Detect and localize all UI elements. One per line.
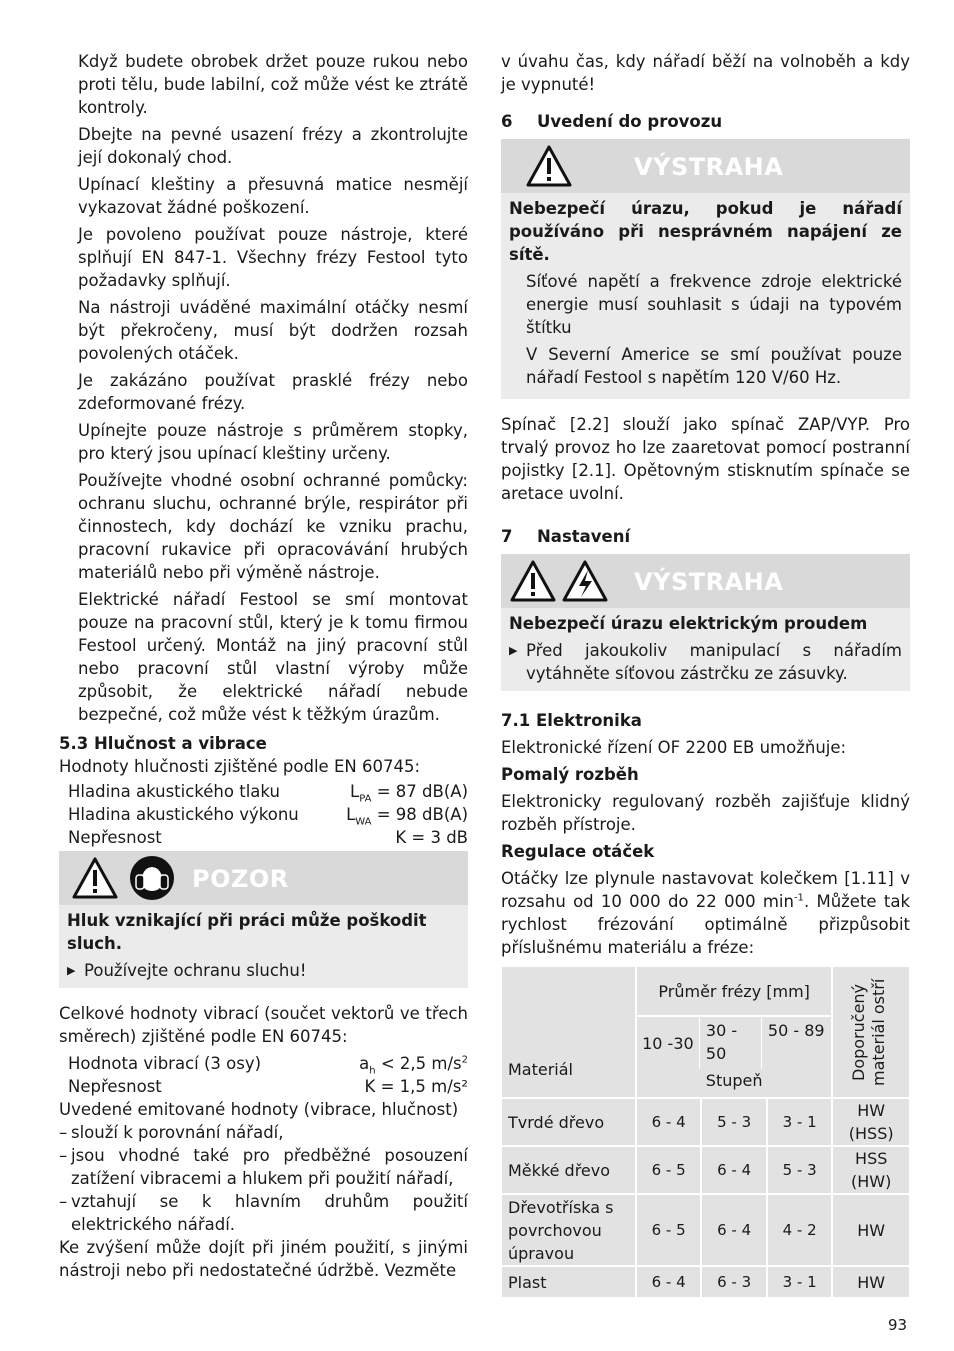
- dash-item: – jsou vhodné také pro předběžné posouzení zatížení vibracemi a hlukem při použití nářadí,: [59, 1144, 468, 1190]
- section-number: 7.1: [501, 711, 531, 730]
- material-cell: Plast: [502, 1267, 635, 1297]
- paragraph: Upínejte pouze nástroje s průměrem stopky, pro který jsou upínací kleštiny určeny.: [78, 421, 468, 463]
- dash-item: – vztahují se k hlavním druhům použití elektrického nářadí.: [59, 1190, 468, 1236]
- material-cell: Dřevotříska s povrchovou úpravou: [502, 1195, 635, 1265]
- paragraph: Když budete obrobek držet pouze rukou nebo proti tělu, bude labilní, což může vést ke ztrátě kontroly.: [78, 52, 468, 117]
- value-cell: 6 - 4: [637, 1099, 701, 1145]
- spec-label: Hladina akustického tlaku: [68, 782, 280, 801]
- pozor-box: [59, 851, 468, 988]
- value-cell: 6 - 4: [637, 1267, 701, 1297]
- paragraph: Na nástroji uváděné maximální otáčky nesmí být překročeny, musí být dodržen rozsah povolených otáček.: [78, 298, 468, 363]
- safety-paragraphs: [59, 50, 468, 726]
- paragraph: Dbejte na pevné usazení frézy a zkontrolujte její dokonalý chod.: [78, 125, 468, 167]
- vibration-intro: Celkové hodnoty vibrací (součet vektorů ve třech směrech) zjištěné podle EN 60745:: [59, 1004, 468, 1046]
- subheading-soft-start: Pomalý rozběh: [501, 765, 639, 784]
- switch-paragraph: Spínač [2.2] slouží jako spínač ZAP/VYP. Pro trvalý provoz ho lze zaaretovat pomocí postranní pojistky [2.1]. Opětovným stisknutím spínače se aretace uvolní.: [501, 415, 910, 503]
- dash-item: – slouží k porovnání nářadí,: [59, 1121, 468, 1144]
- left-column: [59, 50, 468, 1282]
- soft-start-text: Elektronicky regulovaný rozběh zajišťuje klidný rozběh přístroje.: [501, 792, 910, 834]
- value-cell: 6 - 5: [637, 1195, 701, 1265]
- value-cell: 3 - 1: [768, 1099, 832, 1145]
- warning-bullet: ▶ Před jakoukoliv manipulací s nářadím vytáhněte síťovou zástrčku ze zásuvky.: [509, 639, 902, 685]
- pozor-header: [59, 851, 468, 905]
- paragraph: Elektrické nářadí Festool se smí montovat pouze na pracovní stůl, který je k tomu firmou Festool určený. Montáž na jiný pracovní stůl nebo pracovní stůl vlastní výroby může způsobit, že elektrické nářadí nebude bezpečné, což může vést k těžkým úrazům.: [78, 590, 468, 724]
- warning-box-7: [501, 554, 910, 691]
- paragraph: Používejte vhodné osobní ochranné pomůcky: ochranu sluchu, ochranné brýle, respirátor při činnostech, kdy dochází ke vzniku prachu, pracovní rukavice při opracovávání hrubých materiálů nebo při výměně nástroje.: [78, 471, 468, 582]
- section-title: Elektronika: [535, 711, 642, 730]
- range-cell: 10 -30: [642, 1033, 694, 1053]
- warning-triangle-icon: [525, 144, 573, 188]
- stage-label: Stupeň: [705, 1071, 763, 1090]
- continued-text: v úvahu čas, kdy nářadí běží na volnoběh a kdy je vypnuté!: [501, 52, 910, 94]
- section-heading-7-1: [501, 709, 910, 732]
- value-cell: 6 - 5: [637, 1147, 701, 1193]
- range-cell: 30 - 50: [699, 1017, 761, 1069]
- range-cell: 50 - 89: [761, 1017, 832, 1069]
- warning-header: [501, 554, 910, 608]
- warning-bold-text: Nebezpečí úrazu, pokud je nářadí používáno při nesprávném napájení ze sítě.: [509, 199, 902, 264]
- table-row: [502, 1147, 909, 1193]
- recommended-cell: HSS (HW): [833, 1147, 909, 1193]
- section-number: 5.3: [59, 734, 89, 753]
- right-column: [501, 50, 910, 1299]
- recommended-cell: HW: [833, 1267, 909, 1297]
- speed-table: [500, 965, 911, 1299]
- vibration-tail: Ke zvýšení může dojít při jiném použití, s jinými nástroji nebo při nedostatečné údržbě. Vezměte: [59, 1238, 468, 1280]
- spec-value: $a_h < 2,5$ $m/s^2$: [359, 1054, 468, 1077]
- vibration-specs: [59, 1052, 468, 1098]
- warning-body: [501, 608, 910, 691]
- spec-value: $L_{PA} = 87$ dB(A): [350, 782, 468, 805]
- section-number: 6: [501, 112, 513, 131]
- material-cell: Měkké dřevo: [502, 1147, 635, 1193]
- value-cell: 5 - 3: [768, 1147, 832, 1193]
- page-number: 93: [888, 1316, 908, 1334]
- paragraph: Je zakázáno používat prasklé frézy nebo zdeformované frézy.: [78, 371, 468, 413]
- value-cell: 4 - 2: [768, 1195, 832, 1265]
- spec-value: K = 3 dB: [395, 828, 468, 847]
- pozor-bullet: ▶ Používejte ochranu sluchu!: [67, 959, 460, 982]
- spec-value: K = 1,5 m/s²: [364, 1077, 468, 1096]
- diameter-ranges: [637, 1017, 832, 1069]
- pozor-title: POZOR: [192, 865, 289, 893]
- paragraph: Je povoleno používat pouze nástroje, které splňují EN 847-1. Všechny frézy Festool tyto požadavky splňují.: [78, 225, 468, 290]
- electric-shock-icon: [561, 559, 609, 603]
- header-material: Materiál: [502, 967, 635, 1097]
- spec-label: Hladina akustického výkonu: [68, 805, 299, 824]
- recommended-cell: HW (HSS): [833, 1099, 909, 1145]
- value-cell: 6 - 3: [702, 1267, 766, 1297]
- warning-triangle-icon: [509, 559, 557, 603]
- warning-title: VÝSTRAHA: [634, 568, 784, 596]
- noise-intro: Hodnoty hlučnosti zjištěné podle EN 60745:: [59, 757, 421, 776]
- warning-triangle-icon: [71, 856, 119, 900]
- spec-label: Nepřesnost: [68, 1077, 162, 1096]
- noise-specs: [59, 780, 468, 849]
- table-row: [502, 1195, 909, 1265]
- warning-title: VÝSTRAHA: [634, 153, 784, 181]
- warning-header: [501, 139, 910, 193]
- table-row: [502, 1099, 909, 1145]
- electronics-intro: Elektronické řízení OF 2200 EB umožňuje:: [501, 738, 847, 757]
- value-cell: 6 - 4: [702, 1147, 766, 1193]
- spec-value: $L_{WA} = 98$ dB(A): [346, 805, 468, 828]
- section-heading-5-3: [59, 732, 468, 755]
- paragraph: Upínací kleštiny a přesuvná matice nesmějí vykazovat žádné poškození.: [78, 175, 468, 217]
- table-header-row: [502, 967, 909, 1015]
- pozor-bold-text: Hluk vznikající při práci může poškodit sluch.: [67, 911, 427, 953]
- pozor-body: [59, 905, 468, 988]
- value-cell: 5 - 3: [702, 1099, 766, 1145]
- section-title: Nastavení: [537, 527, 631, 546]
- value-cell: 3 - 1: [768, 1267, 832, 1297]
- value-cell: 6 - 4: [702, 1195, 766, 1265]
- subheading-speed-control: Regulace otáček: [501, 842, 655, 861]
- recommended-cell: HW: [833, 1195, 909, 1265]
- speed-control-text: Otáčky lze plynule nastavovat kolečkem [1.11] v rozsahu od 10 000 do 22 000 $\min^{-1}$. Můžete tak rychlost frézování optimálně přizpůsobit příslušnému materiálu a fréze:: [501, 869, 910, 957]
- header-diameter: Průměr frézy [mm]: [637, 967, 832, 1015]
- section-heading-6: [501, 110, 910, 133]
- warning-body: [501, 193, 910, 399]
- warning-paragraphs: [509, 270, 902, 389]
- warning-bold-text: Nebezpečí úrazu elektrickým proudem: [509, 614, 868, 633]
- table-row: [502, 1267, 909, 1297]
- paragraph: Síťové napětí a frekvence zdroje elektrické energie musí souhlasit s údaji na typovém štítku: [526, 272, 902, 337]
- section-title: Hlučnost a vibrace: [93, 734, 267, 753]
- ear-protection-icon: [129, 855, 175, 901]
- section-heading-7: [501, 525, 910, 548]
- section-title: Uvedení do provozu: [537, 112, 723, 131]
- paragraph: V Severní Americe se smí používat pouze nářadí Festool s napětím 120 V/60 Hz.: [526, 345, 902, 387]
- section-number: 7: [501, 527, 513, 546]
- material-cell: Tvrdé dřevo: [502, 1099, 635, 1145]
- spec-label: Nepřesnost: [68, 828, 162, 847]
- warning-box-6: [501, 139, 910, 399]
- header-recommended: Doporučený materiál ostří: [833, 967, 909, 1097]
- spec-label: Hodnota vibrací (3 osy): [68, 1054, 262, 1073]
- emission-line: Uvedené emitované hodnoty (vibrace, hlučnost): [59, 1100, 459, 1119]
